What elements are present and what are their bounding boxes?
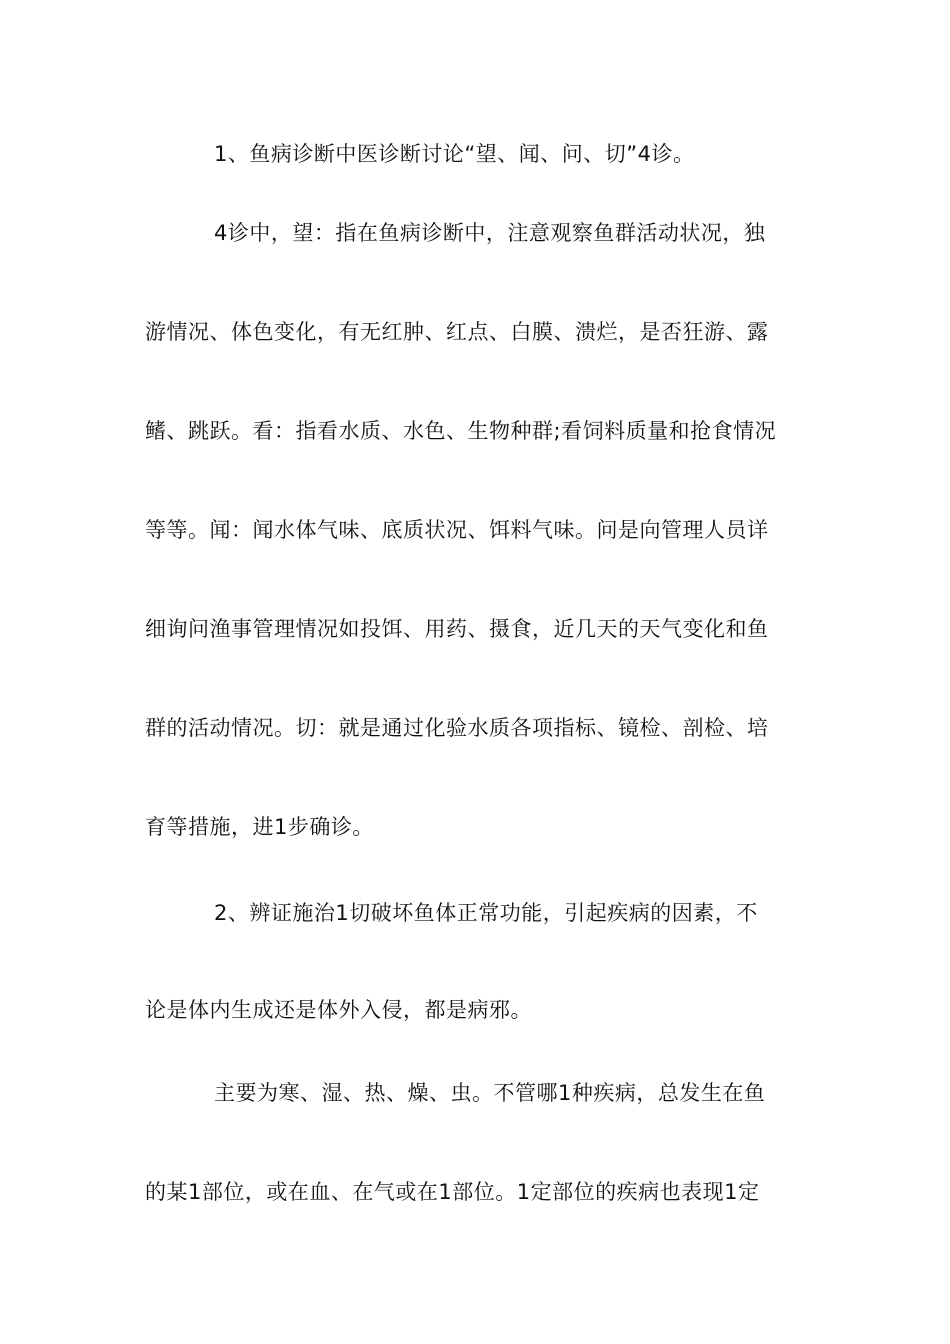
paragraph-2-line-4: 等等。闻：闻水体气味、底质状况、饵料气味。问是向管理人员详 [145, 518, 769, 542]
paragraph-3-line-1: 2、辨证施治1切破坏鱼体正常功能，引起疾病的因素，不 [214, 901, 758, 925]
paragraph-4-line-1: 主要为寒、湿、热、燥、虫。不管哪1种疾病，总发生在鱼 [214, 1081, 766, 1105]
paragraph-2-line-7: 育等措施，进1步确诊。 [145, 815, 374, 839]
paragraph-2-line-3: 鳍、跳跃。看：指看水质、水色、生物种群;看饲料质量和抢食情况 [145, 419, 777, 443]
paragraph-2-line-5: 细询问渔事管理情况如投饵、用药、摄食，近几天的天气变化和鱼 [145, 617, 769, 641]
paragraph-2-line-1: 4诊中，望：指在鱼病诊断中，注意观察鱼群活动状况，独 [214, 221, 766, 245]
paragraph-2-line-6: 群的活动情况。切：就是通过化验水质各项指标、镜检、剖检、培 [145, 716, 769, 740]
paragraph-1-line-1: 1、鱼病诊断中医诊断讨论“望、闻、问、切”4诊。 [214, 142, 695, 166]
paragraph-2-line-2: 游情况、体色变化，有无红肿、红点、白膜、溃烂，是否狂游、露 [145, 320, 769, 344]
paragraph-4-line-2: 的某1部位，或在血、在气或在1部位。1定部位的疾病也表现1定 [145, 1180, 760, 1204]
paragraph-3-line-2: 论是体内生成还是体外入侵，都是病邪。 [145, 998, 532, 1022]
